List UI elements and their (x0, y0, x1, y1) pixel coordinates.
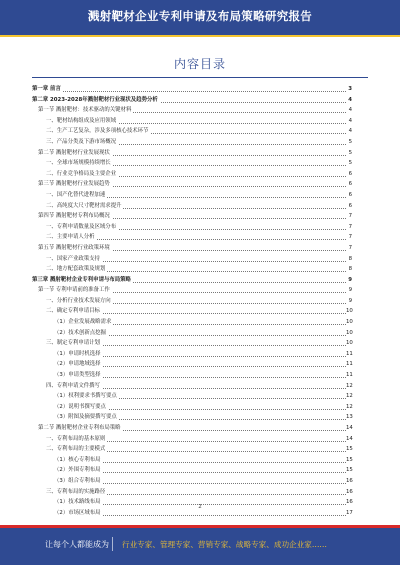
toc-entry-label: 第一章 前言 (32, 84, 63, 95)
toc-entry-label: 二、高纯度大尺寸靶材需求提升 (46, 201, 123, 212)
toc-entry-label: （1）技术路线布局 (54, 497, 103, 508)
toc-entry-page: 9 (348, 276, 352, 283)
toc-entry-page: 5 (348, 149, 352, 156)
toc-entry[interactable] (32, 243, 352, 254)
toc-entry-label: 第四节 溅射靶材专利布局概况 (38, 211, 112, 222)
toc-entry[interactable] (32, 487, 352, 498)
toc-entry-page: 4 (348, 128, 352, 135)
toc-entry-page: 10 (346, 308, 353, 315)
document-title: 溅射靶材企业专利申请及布局策略研究报告 (87, 9, 313, 23)
toc-entry-page: 10 (346, 340, 353, 347)
toc-entry-page: 10 (346, 319, 353, 326)
toc-title: 内容目录 (173, 57, 226, 71)
toc-entry-label: 第一节 专利申请前的准备工作 (38, 285, 112, 296)
toc-entry-page: 10 (346, 329, 353, 336)
toc-entry-label: （1）申请时机选择 (54, 349, 103, 360)
toc-entry-label: 一、国产化替代进程加速 (46, 190, 107, 201)
toc-entry[interactable] (32, 434, 352, 445)
toc-entry-page: 12 (346, 393, 353, 400)
toc-entry[interactable] (32, 317, 352, 328)
toc-entry[interactable] (32, 158, 352, 169)
toc-entry[interactable] (32, 412, 352, 423)
toc-entry-label: 三、专利布局的实施路径 (46, 487, 107, 498)
toc-entry[interactable] (32, 179, 352, 190)
page-number: 2 (198, 504, 202, 510)
toc-entry[interactable] (32, 338, 352, 349)
toc-entry-label: 一、专利申请数量及区域分布 (46, 222, 118, 233)
toc-entry-page: 13 (346, 414, 353, 421)
toc-entry[interactable] (32, 84, 352, 95)
toc-entry-page: 15 (346, 456, 353, 463)
toc-entry-label: 第三节 溅射靶材行业发展趋势 (38, 179, 112, 190)
toc-entry-page: 16 (346, 488, 353, 495)
toc-entry-page: 7 (348, 234, 352, 241)
toc-entry[interactable] (32, 275, 352, 286)
toc-entry-label: （2）技术创新点挖掘 (54, 328, 108, 339)
footer-divider (112, 537, 113, 551)
toc-entry-label: 二、行业竞争格局及主要企业 (46, 169, 118, 180)
toc-entry-label: 一、全球市场规模持续增长 (46, 158, 113, 169)
table-of-contents (32, 84, 352, 518)
toc-entry[interactable] (32, 201, 352, 212)
toc-entry[interactable] (32, 423, 352, 434)
header-accent-rule (0, 35, 400, 37)
toc-entry-label: 第二节 溅射靶材行业发展现状 (38, 148, 112, 159)
toc-entry-page: 15 (346, 467, 353, 474)
toc-entry-label: 一、靶材结构组成及应用领域 (46, 116, 118, 127)
toc-entry-label: 一、专利布局的基本原则 (46, 434, 107, 445)
toc-entry-label: 第一节 溅射靶材：技术驱动的关键材料 (38, 105, 133, 116)
toc-entry[interactable] (32, 402, 352, 413)
toc-title-rule (32, 77, 368, 78)
toc-entry-label: 四、专利申请文件撰写 (46, 381, 102, 392)
toc-entry[interactable] (32, 465, 352, 476)
toc-entry-label: 三、产品分类及下游市场概况 (46, 137, 118, 148)
toc-entry[interactable] (32, 476, 352, 487)
toc-entry[interactable] (32, 222, 352, 233)
toc-entry-page: 3 (348, 86, 352, 92)
toc-entry-page: 7 (348, 213, 352, 220)
toc-entry-label: 第三章 溅射靶材企业专利申请与布局策略 (32, 275, 133, 286)
toc-entry-label: 一、分析行业技术发展方向 (46, 296, 113, 307)
toc-entry[interactable] (32, 169, 352, 180)
toc-entry[interactable] (32, 391, 352, 402)
toc-entry-page: 7 (348, 223, 352, 230)
toc-entry-label: （1）核心专利布局 (54, 455, 103, 466)
footer-slogan: 让每个人都能成为 (45, 540, 109, 549)
toc-entry[interactable] (32, 190, 352, 201)
toc-entry[interactable] (32, 137, 352, 148)
toc-entry-page: 17 (346, 509, 353, 516)
toc-entry-label: 二、确定专利申请目标 (46, 306, 102, 317)
toc-entry-page: 11 (346, 372, 353, 379)
toc-entry-label: （2）外围专利布局 (54, 465, 103, 476)
toc-entry-label: （3）附图及摘要撰写要点 (54, 412, 119, 423)
toc-entry-page: 11 (346, 361, 353, 368)
toc-entry-label: （2）说明书撰写要点 (54, 402, 108, 413)
toc-entry-label: 第二节 溅射靶材企业专利布局策略 (38, 423, 123, 434)
toc-entry[interactable] (32, 328, 352, 339)
toc-entry-label: （1）企业发展战略需求 (54, 317, 113, 328)
toc-entry-page: 6 (348, 202, 352, 209)
toc-entry[interactable] (32, 95, 352, 106)
toc-entry-page: 14 (346, 435, 353, 442)
toc-entry-page: 16 (346, 477, 353, 484)
toc-entry-page: 7 (348, 244, 352, 251)
toc-leader-dots (32, 91, 346, 92)
toc-entry-label: （3）申请类型选择 (54, 370, 103, 381)
toc-entry-page: 4 (348, 107, 352, 114)
toc-entry[interactable] (32, 306, 352, 317)
toc-entry-label: （1）权利要求书撰写要点 (54, 391, 119, 402)
toc-entry-page: 4 (348, 117, 352, 124)
toc-entry-label: 二、主要申请人分析 (46, 232, 97, 243)
toc-entry-page: 15 (346, 446, 353, 453)
toc-entry-page: 5 (348, 160, 352, 167)
toc-entry-page: 9 (348, 287, 352, 294)
footer-tagline: 行业专家、管理专家、营销专家、战略专家、成功企业家…… (122, 540, 328, 549)
toc-entry-page: 8 (348, 266, 352, 273)
toc-entry[interactable] (32, 285, 352, 296)
toc-entry-page: 14 (346, 425, 353, 431)
toc-entry-label: （2）申请地域选择 (54, 359, 103, 370)
toc-entry[interactable] (32, 444, 352, 455)
toc-entry-label: 二、生产工艺复杂，涉及多项核心技术环节 (46, 126, 150, 137)
toc-entry[interactable] (32, 232, 352, 243)
toc-entry-label: 三、制定专利申请计划 (46, 338, 102, 349)
toc-entry[interactable] (32, 381, 352, 392)
toc-entry-page: 6 (348, 170, 352, 177)
toc-entry-label: 二、地方配套政策及规划 (46, 264, 107, 275)
toc-entry[interactable] (32, 264, 352, 275)
toc-entry[interactable] (32, 296, 352, 307)
footer-bar (0, 525, 400, 565)
toc-entry-page: 12 (346, 382, 353, 389)
toc-entry[interactable] (32, 105, 352, 116)
toc-entry-label: 一、国家产业政策支持 (46, 254, 102, 265)
toc-entry-page: 11 (346, 350, 353, 357)
toc-entry-label: 第二章 2023-2028年溅射靶材行业现状及趋势分析 (32, 95, 160, 106)
toc-entry-label: 第五节 溅射靶材行业政策环境 (38, 243, 112, 254)
toc-entry[interactable] (32, 254, 352, 265)
footer-red-rule (0, 525, 400, 528)
toc-entry-page: 4 (348, 96, 352, 103)
header-bar (0, 0, 400, 37)
toc-entry[interactable] (32, 349, 352, 360)
toc-entry-label: （2）市场区域布局 (54, 508, 103, 519)
toc-entry-label: （3）组合专利布局 (54, 476, 103, 487)
toc-entry[interactable] (32, 148, 352, 159)
toc-entry[interactable] (32, 211, 352, 222)
toc-entry[interactable] (32, 359, 352, 370)
toc-entry-page: 5 (348, 138, 352, 145)
toc-entry-page: 6 (348, 191, 352, 198)
toc-entry[interactable] (32, 116, 352, 127)
toc-entry[interactable] (32, 126, 352, 137)
toc-entry[interactable] (32, 370, 352, 381)
toc-entry-page: 12 (346, 403, 353, 410)
toc-entry-page: 16 (346, 499, 353, 506)
toc-entry[interactable] (32, 455, 352, 466)
toc-entry-label: 二、专利布局的主要模式 (46, 444, 107, 455)
toc-entry-page: 8 (348, 255, 352, 262)
toc-entry-page: 9 (348, 297, 352, 304)
toc-entry-page: 6 (348, 181, 352, 188)
